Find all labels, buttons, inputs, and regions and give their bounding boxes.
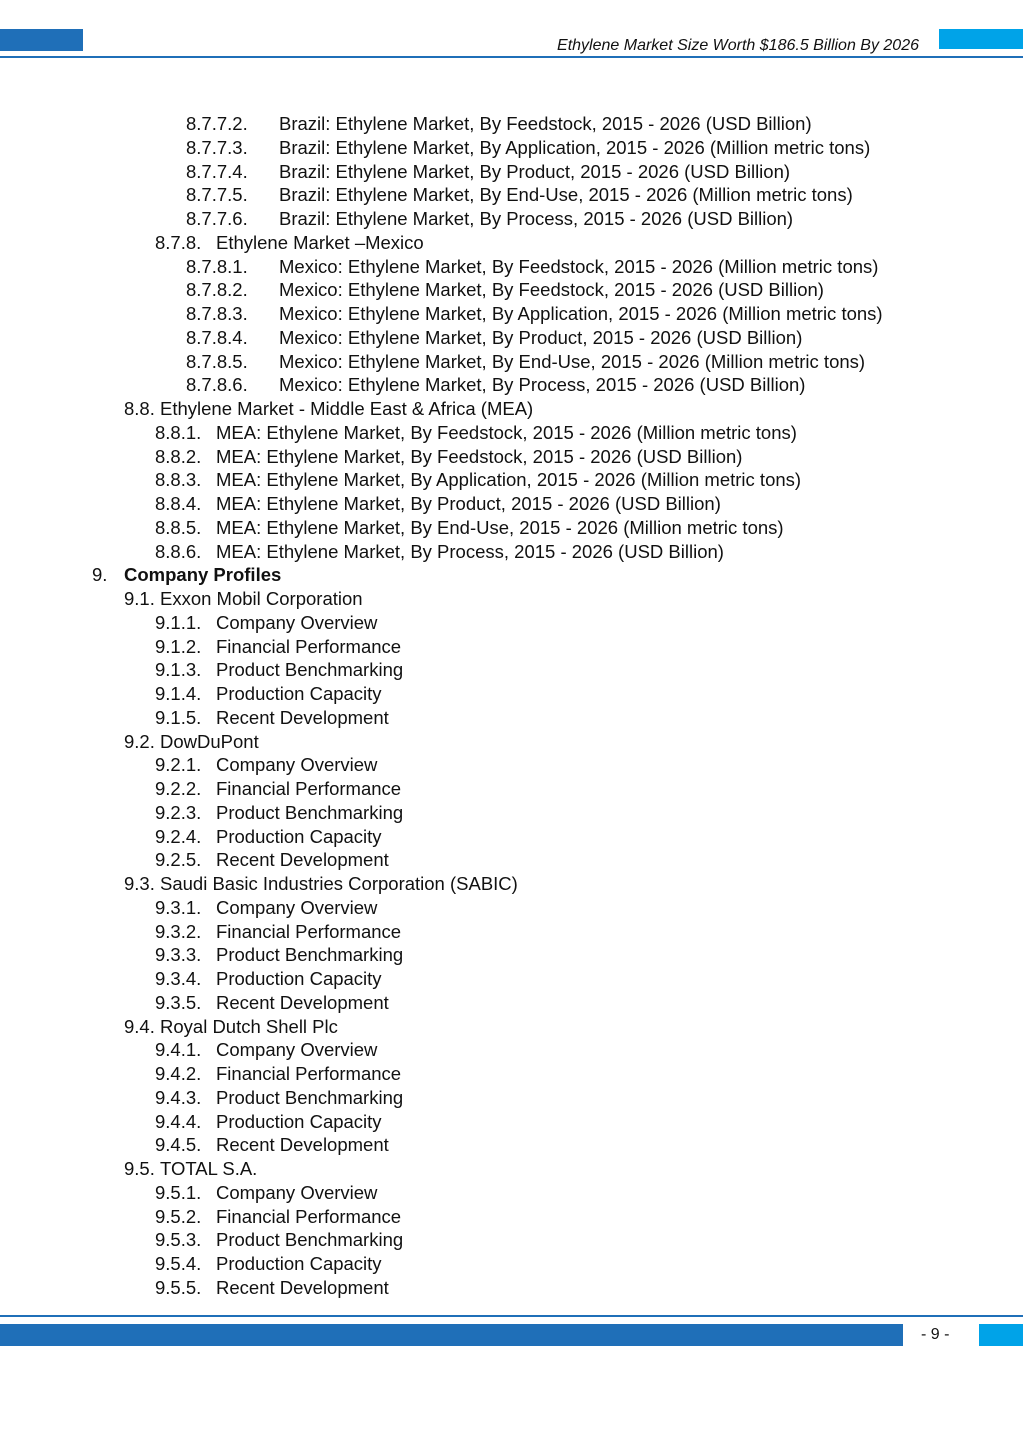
toc-entry-title: Product Benchmarking [216,801,404,823]
toc-entry-title: Mexico: Ethylene Market, By End-Use, 2015 - 2026 (Million metric tons) [279,350,866,372]
toc-entry-title: Company Profiles [124,564,282,586]
toc-entry-title: Financial Performance [216,1205,402,1227]
header-title: Ethylene Market Size Worth $186.5 Billion By 2026 [557,37,919,54]
toc-entry-title: MEA: Ethylene Market, By Feedstock, 2015 - 2026 (Million metric tons) [216,421,797,443]
toc-entry-title: MEA: Ethylene Market, By Process, 2015 - 2026 (USD Billion) [216,540,724,562]
toc-entry-number: 9.2.4. [155,825,202,847]
toc-entry-number: 8.7.8. [155,231,202,253]
footer-bar [0,1324,903,1346]
toc-entry-number: 9.5.1. [155,1181,202,1203]
toc-entry-number: 9.4. [124,1015,155,1037]
toc-entry-number: 8.7.8.4. [186,326,248,348]
toc-entry-number: 9.3.5. [155,991,202,1013]
toc-entry-title: Recent Development [216,706,389,728]
toc-entry-number: 9.1.2. [155,635,202,657]
toc-entry-title: Brazil: Ethylene Market, By Application, 2015 - 2026 (Million metric tons) [279,136,871,158]
toc-entry-number: 8.7.7.2. [186,113,248,134]
toc-entry-title: MEA: Ethylene Market, By Application, 2015 - 2026 (Million metric tons) [216,469,802,491]
toc-entry-number: 8.8.1. [155,421,202,443]
toc-entry-title: MEA: Ethylene Market, By Feedstock, 2015 - 2026 (USD Billion) [216,445,743,467]
toc-entry-number: 8.7.7.5. [186,184,248,206]
toc-entry-title: Company Overview [216,1181,378,1203]
toc-entry-number: 8.7.8.1. [186,255,248,277]
toc-entry-number: 9.2.3. [155,801,202,823]
header-right-block [939,29,1023,49]
toc-entry-number: 9.4.2. [155,1063,202,1084]
toc-entry-title: Product Benchmarking [216,944,404,966]
toc-entry-number: 9.1. [124,588,155,609]
toc-entry-number: 8.8.5. [155,516,202,538]
toc-entry-title: Financial Performance [216,635,402,657]
toc-entry-title: Production Capacity [216,825,382,847]
toc-entry-title: Product Benchmarking [216,1229,404,1251]
toc-entry-title: Brazil: Ethylene Market, By Process, 2015 - 2026 (USD Billion) [279,208,794,229]
toc-entry-title: Mexico: Ethylene Market, By Process, 2015 - 2026 (USD Billion) [279,374,806,396]
toc-entry-title: Brazil: Ethylene Market, By End-Use, 2015 - 2026 (Million metric tons) [279,184,853,206]
toc-entry-number: 8.7.8.5. [186,350,248,372]
toc-entry-title: Recent Development [216,1134,389,1156]
footer-rule [0,1315,1023,1317]
footer-right-block [979,1324,1023,1346]
toc-entry-number: 9.2.5. [155,849,202,871]
toc-entry-title: Production Capacity [216,1110,382,1132]
toc-entry-title: MEA: Ethylene Market, By Product, 2015 - 2026 (USD Billion) [216,493,721,514]
toc-entry-title: Product Benchmarking [216,1086,404,1108]
toc-entry-number: 9.2.1. [155,754,202,776]
toc-entry-number: 8.8.4. [155,493,202,514]
toc-entry-title: Ethylene Market - Middle East & Africa (MEA) [160,398,534,419]
toc-entry-number: 8.7.7.3. [186,136,248,158]
toc-entry-title: Company Overview [216,1039,378,1061]
toc-entry-number: 9.3.2. [155,920,202,942]
toc-entry-number: 9.1.5. [155,706,202,728]
toc-entry-title: Financial Performance [216,920,402,942]
toc-entry-title: Recent Development [216,991,389,1013]
toc-entry-title: Production Capacity [216,683,382,704]
toc-entry-title: Recent Development [216,1276,389,1298]
toc-entry-title: Recent Development [216,849,389,871]
header-left-block [0,29,83,51]
toc-entry-number: 8.7.8.3. [186,303,248,324]
toc-entry-title: MEA: Ethylene Market, By End-Use, 2015 - 2026 (Million metric tons) [216,516,784,538]
toc-entry-title: Ethylene Market –Mexico [216,231,424,253]
toc-entry-title: Financial Performance [216,1063,402,1084]
toc-entry-number: 9.2.2. [155,778,202,799]
toc-entry-number: 9.3.1. [155,896,202,918]
toc-entry-title: Brazil: Ethylene Market, By Feedstock, 2015 - 2026 (USD Billion) [279,113,812,134]
toc-entry-number: 8.8.3. [155,469,202,491]
toc-entry-title: Mexico: Ethylene Market, By Application, 2015 - 2026 (Million metric tons) [279,303,883,324]
toc-entry-title: Exxon Mobil Corporation [160,588,363,609]
toc-entry-title: DowDuPont [160,730,259,752]
toc-entry-number: 8.7.8.2. [186,279,248,301]
toc-entry-number: 9.5. [124,1158,155,1179]
toc-entry-number: 9.3.4. [155,968,202,989]
toc-entry-number: 8.7.7.4. [186,160,248,182]
toc-entry-number: 9.1.4. [155,683,202,704]
toc-entry-number: 8.8.6. [155,540,202,562]
toc-entry-title: Company Overview [216,896,378,918]
toc-entry-number: 9. [92,564,108,586]
toc-entry-number: 9.2. [124,730,155,752]
toc-entry-title: Financial Performance [216,778,402,799]
toc-entry-number: 9.4.4. [155,1110,202,1132]
toc-entry-number: 8.7.8.6. [186,374,248,396]
toc-entry-number: 9.3. [124,873,155,894]
toc-entry-number: 8.8.2. [155,445,202,467]
toc-entry-title: Mexico: Ethylene Market, By Feedstock, 2015 - 2026 (USD Billion) [279,279,824,301]
toc-entry-title: Production Capacity [216,968,382,989]
toc-entry-title: Mexico: Ethylene Market, By Feedstock, 2015 - 2026 (Million metric tons) [279,255,879,277]
toc-entry-number: 8.8. [124,398,155,419]
toc-entry-title: Production Capacity [216,1253,382,1274]
toc-entry-title: Brazil: Ethylene Market, By Product, 2015 - 2026 (USD Billion) [279,160,791,182]
toc-entry-number: 9.4.1. [155,1039,202,1061]
toc-entry-title: Product Benchmarking [216,659,404,681]
toc-entry-number: 9.5.3. [155,1229,202,1251]
toc-entry-number: 9.5.2. [155,1205,202,1227]
toc-entry-number: 9.1.1. [155,611,202,633]
toc-entry-title: Company Overview [216,611,378,633]
toc-entry-number: 9.5.5. [155,1276,202,1298]
toc-entry-number: 9.4.3. [155,1086,202,1108]
toc-entry-number: 8.7.7.6. [186,208,248,229]
header-rule [0,56,1023,58]
toc-entry-number: 9.5.4. [155,1253,202,1274]
page-number: - 9 - [921,1326,950,1343]
toc-entry-number: 9.1.3. [155,659,202,681]
toc-entry-title: Company Overview [216,754,378,776]
toc-entry-number: 9.4.5. [155,1134,202,1156]
toc-entry-title: TOTAL S.A. [160,1158,258,1179]
toc-entry-title: Saudi Basic Industries Corporation (SABIC) [160,873,518,894]
toc-entry-title: Mexico: Ethylene Market, By Product, 2015 - 2026 (USD Billion) [279,326,803,348]
toc-entry-number: 9.3.3. [155,944,202,966]
toc-entry-title: Royal Dutch Shell Plc [160,1015,338,1037]
